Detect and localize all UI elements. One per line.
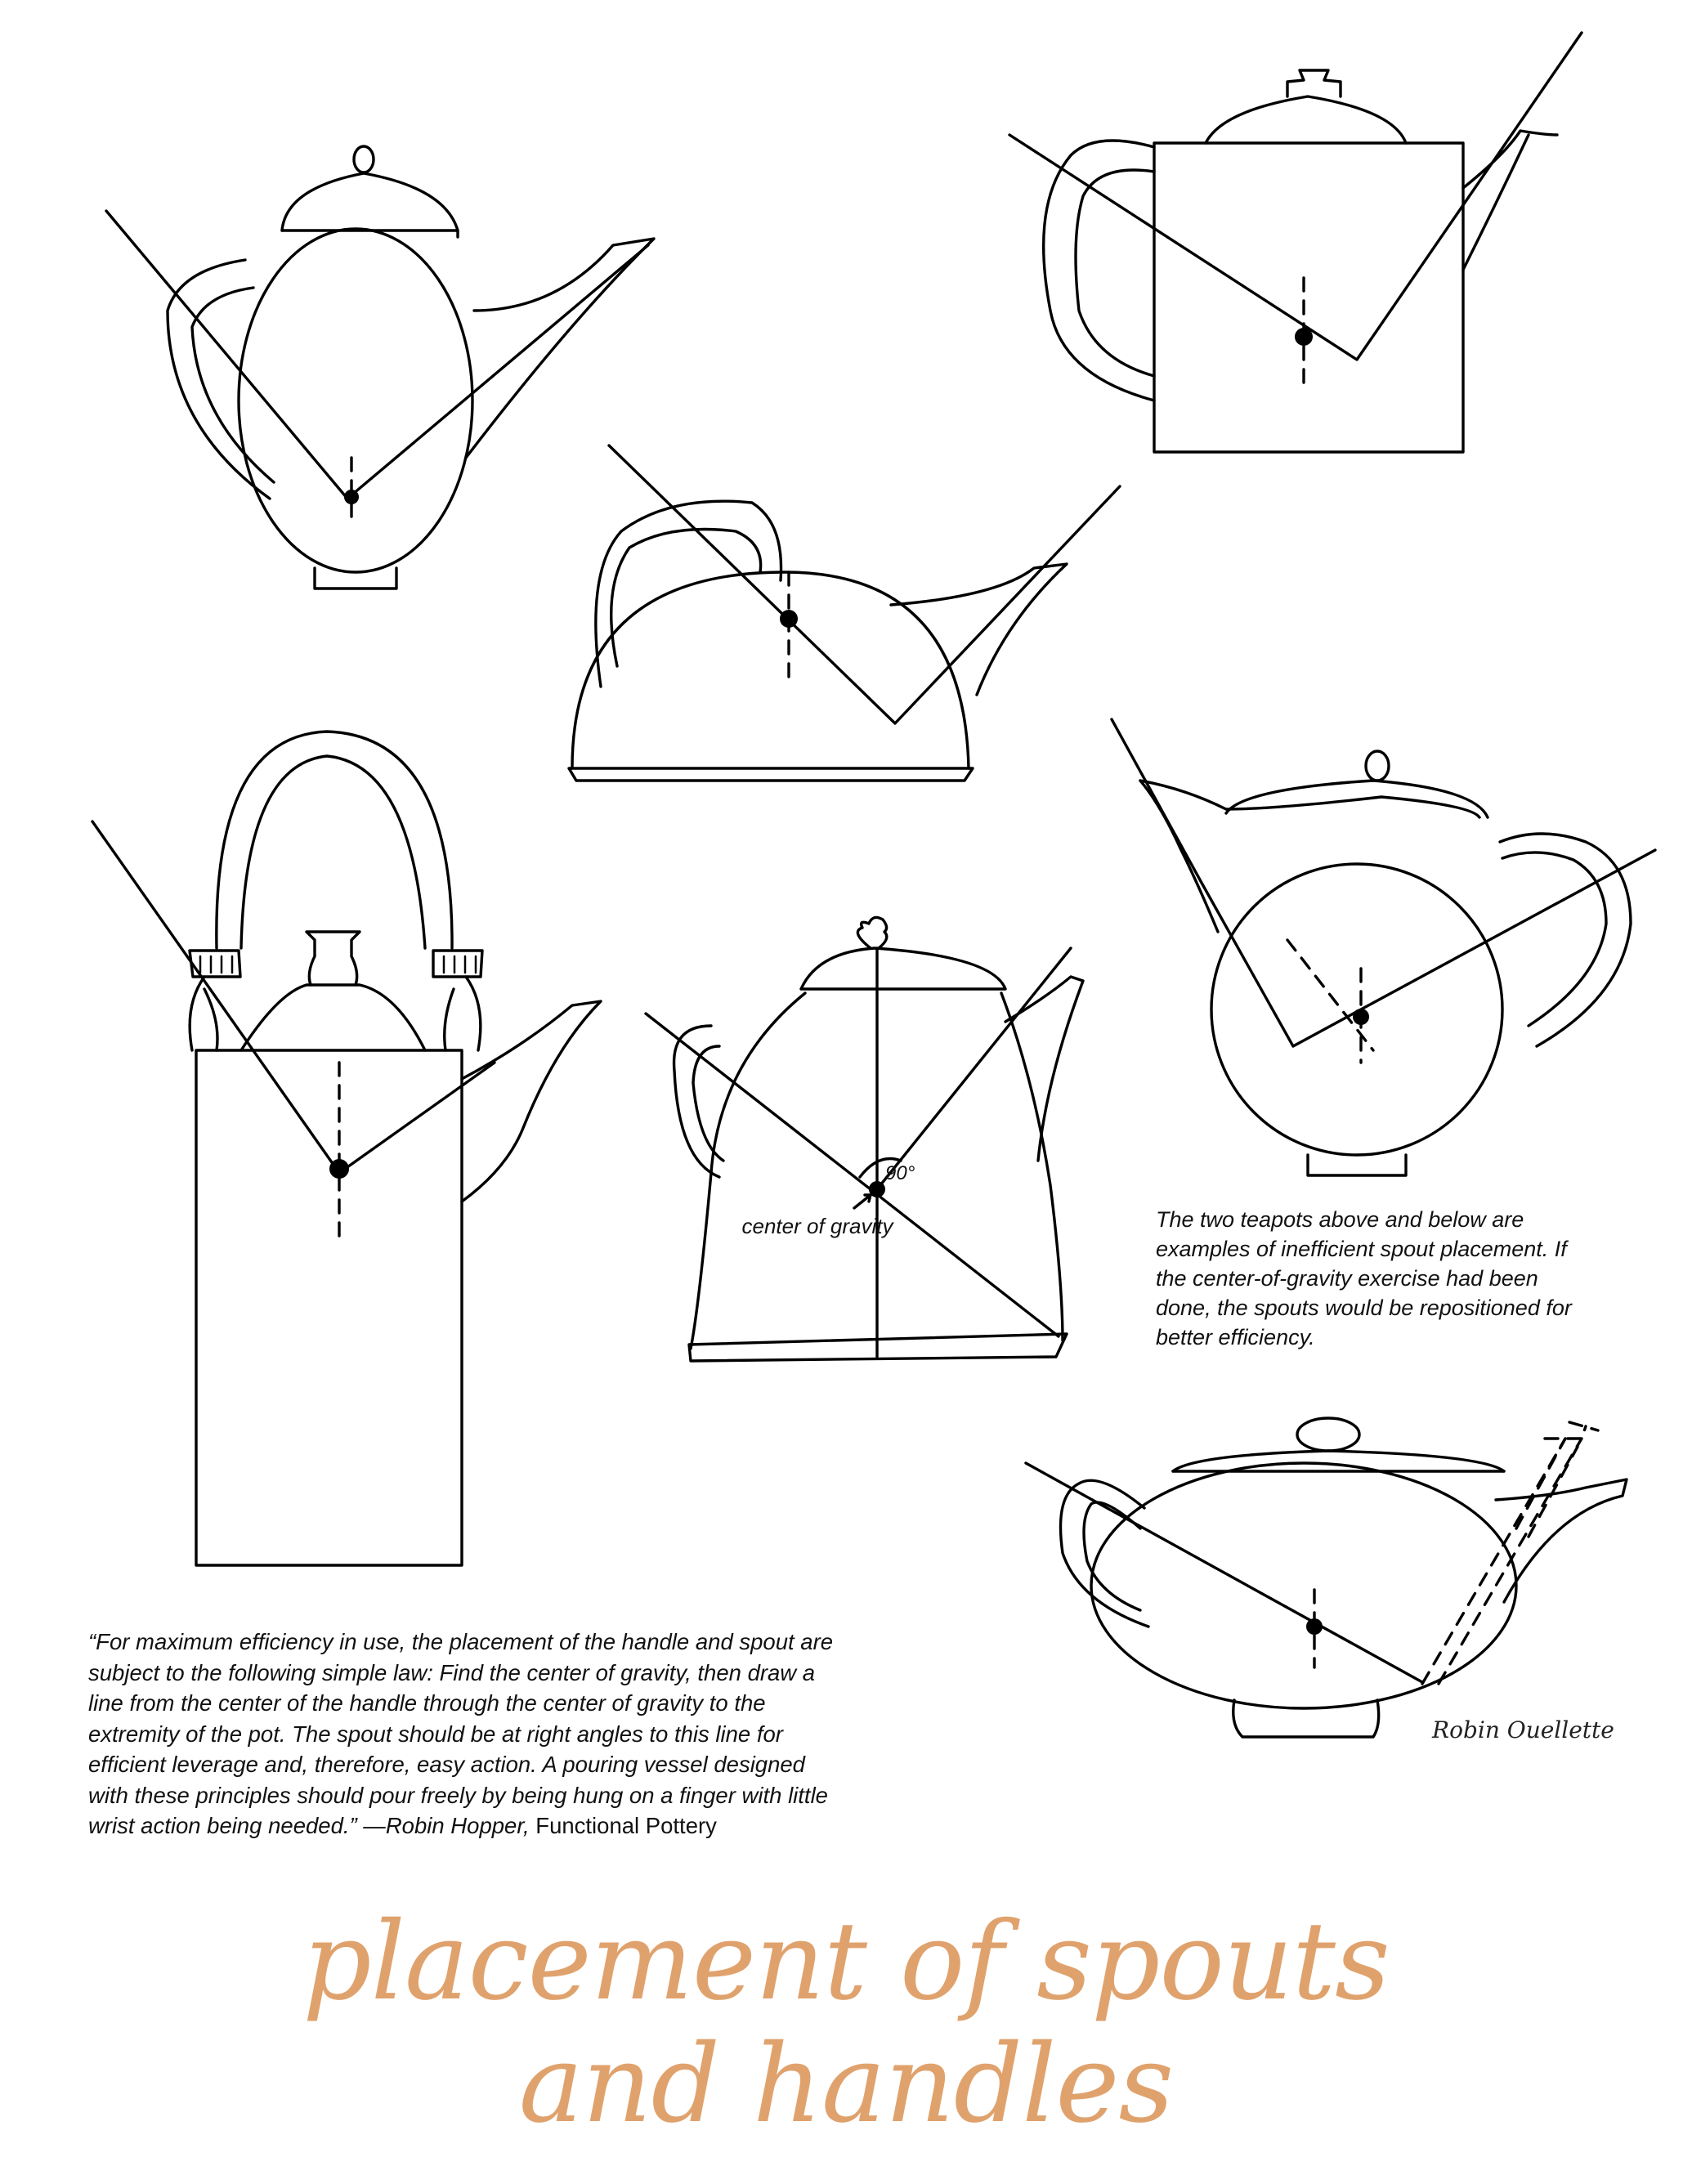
inefficient-spout-note: The two teapots above and below are examples of inefficient spout placement. If the center-of-gravity exercise had been done, the spouts would be repositioned for better efficiency. [1156, 1207, 1572, 1349]
center-of-gravity-label: center of gravity [741, 1214, 893, 1238]
quote-source: Functional Pottery [535, 1813, 717, 1838]
quote-block [88, 1627, 840, 1842]
quote-text: “For maximum efficiency in use, the placement of the handle and spout are subject to the following simple law: Find the center of gravity, then draw a line from the center of the handle through the center of gravity to the extremity of the pot. The spout should be at right angles to this line for efficient leverage and, therefore, easy action. A pouring vessel designed with these principles should pour freely by being hung on a finger with little wrist action being needed.” — [88, 1629, 834, 1838]
teapot-flat-drawing [1026, 1418, 1627, 1737]
teapot-tall-bail-drawing [92, 732, 601, 1565]
title-line-2: and handles [518, 2021, 1174, 2147]
teapot-square-drawing [1009, 33, 1582, 452]
teapot-egg-drawing [106, 146, 654, 589]
teapot-round-drawing [1112, 719, 1655, 1175]
title-line-1: placement of spouts [302, 1899, 1390, 2025]
teapot-dome-drawing [569, 445, 1120, 781]
angle-label: 90° [885, 1162, 915, 1184]
teapot-bell-drawing [646, 917, 1083, 1361]
artist-signature: Robin Ouellette [1432, 1716, 1614, 1743]
quote-author: Robin Hopper, [385, 1813, 530, 1838]
page-title [0, 1900, 1692, 2146]
